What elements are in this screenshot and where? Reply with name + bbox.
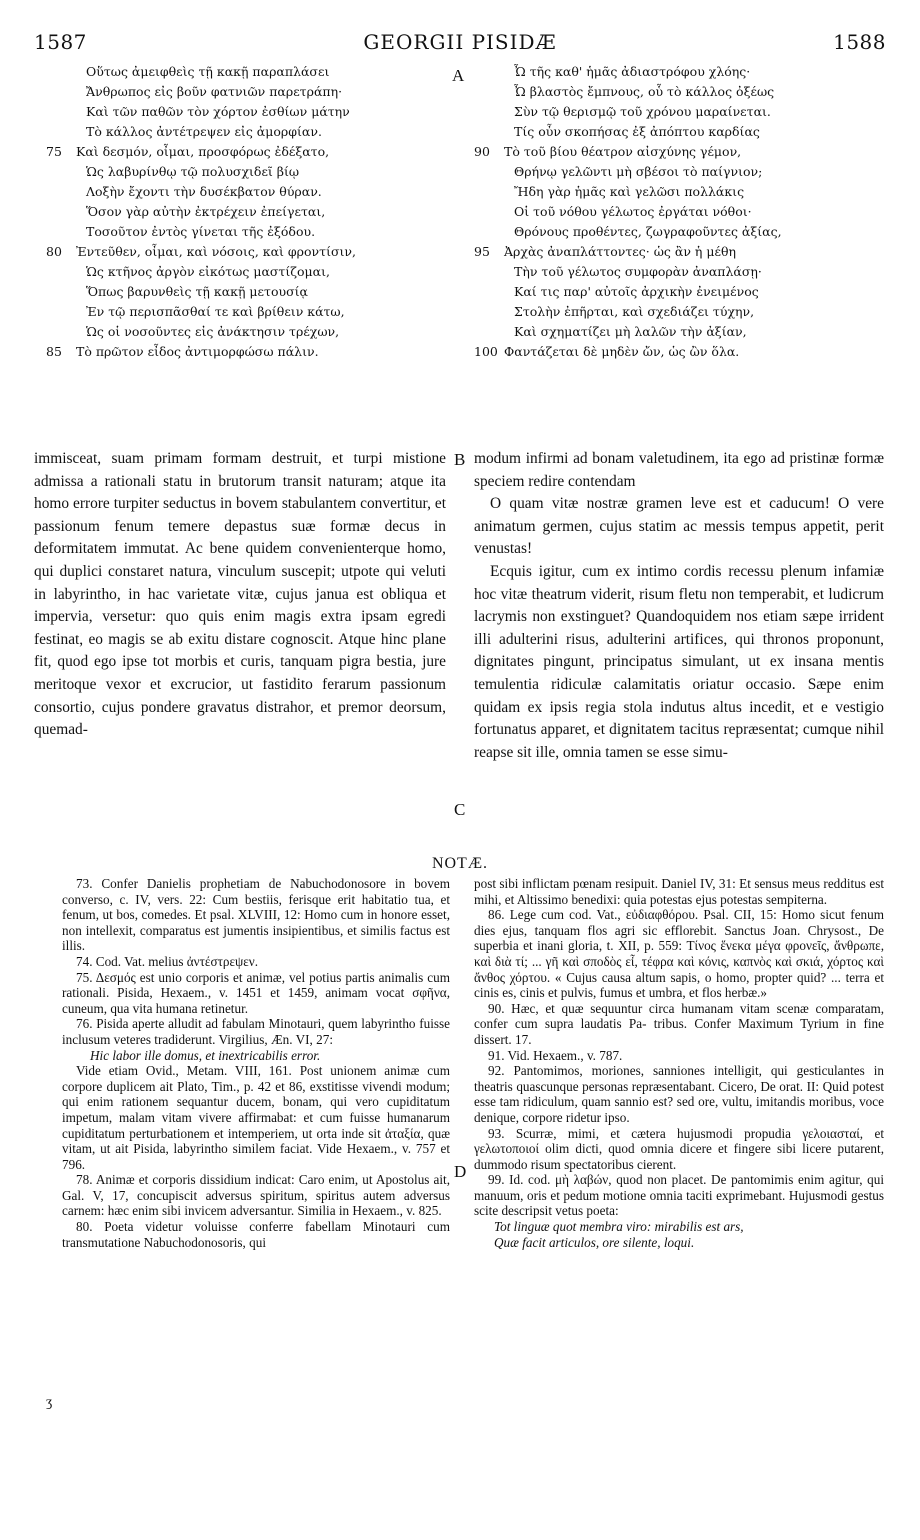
latin-paragraph: Ecquis igitur, cum ex intimo cordis recessu plenum infamiæ hoc vitæ theatrum viderit, risum fletu non temperabit, et ludicrum lacrymis non exstinguet? Quandoquidem nos etiam sæpe irrident illi adulterini risus, adulterini artifices, qui thronos proponunt, dignitates pingunt, principatus simulant, ut ex insana mentis temulentia ridiculæ calamitatis oriatur occasio. Sæpe enim quidam ex ipsis regia stola indutus altus incedit, et e vestigio fortunatus apparet, et dignitatem tacitus repræsentat; cumque nihil reapse sit ille, omnia tamen se esse simu- — [474, 562, 884, 761]
verse-text: Ἤδη γὰρ ἡμᾶς καὶ γελῶσι πολλάκις — [514, 184, 745, 199]
verse-line — [474, 102, 894, 122]
verse-text: Ὡς οἱ νοσοῦντες εἰς ἀνάκτησιν τρέχων, — [86, 324, 340, 339]
verse-text: Τοσοῦτον ἐντὸς γίνεται τῆς ἐξόδου. — [86, 224, 316, 239]
notes-column-right — [474, 876, 884, 1250]
verse-text: Στολὴν ἐπῆρται, καὶ σχεδιάζει τύχην, — [514, 304, 755, 319]
verse-text: Ὅσον γὰρ αὐτὴν ἐκτρέχειν ἐπείγεται, — [86, 204, 326, 219]
note-entry: Quæ facit articulos, ore silente, loqui. — [494, 1234, 695, 1250]
verse-line — [474, 202, 894, 222]
margin-mark: ʒ — [46, 1395, 53, 1410]
verse-line — [474, 142, 894, 162]
verse-line — [46, 82, 446, 102]
section-marker-b: B — [454, 450, 466, 469]
verse-text: Οἱ τοῦ νόθου γέλωτος ἐργάται νόθοι· — [514, 204, 752, 219]
verse-number: 90 — [474, 144, 490, 159]
note-entry: 92. Pantomimos, moriones, sanniones intelligit, qui gesticulantes in theatris quascunque personas repræsentabant. Cicero, De orat. II: Quid potest esse tam ridiculum, quam sannio est? sed ore, vultu, imitandis moribus, voce denique, corpore ridetur ipso. — [474, 1063, 884, 1125]
verse-line — [474, 262, 894, 282]
verse-line — [474, 222, 894, 242]
note-entry: Hic labor ille domus, et inextricabilis error. — [90, 1047, 321, 1063]
verse-line — [474, 62, 894, 82]
section-marker-c: C — [454, 800, 466, 819]
verse-line — [46, 222, 446, 242]
verse-number: 80 — [46, 244, 62, 259]
verse-text: Ὅπως βαρυνθεὶς τῇ κακῇ μετουσίᾳ — [86, 284, 308, 299]
latin-paragraph: O quam vitæ nostræ gramen leve est et caducum! O vere animatum germen, cujus statim ac messis tempus appetit, perit venustas! — [474, 495, 884, 558]
verse-line — [474, 282, 894, 302]
note-entry: 74. Cod. Vat. melius ἀντέστρεψεν. — [76, 953, 259, 969]
latin-translation-right — [474, 448, 884, 764]
latin-translation-left — [34, 448, 446, 742]
verse-text: Σὺν τῷ θερισμῷ τοῦ χρόνου μαραίνεται. — [514, 104, 771, 119]
verse-line — [46, 102, 446, 122]
note-entry: 86. Lege cum cod. Vat., εὐδιαφθόρου. Psal. CII, 15: Homo sicut fenum dies ejus, tanquam flos agri sic efflorebit. Sanctus Joan. Chrysost., De superbia et inani gloria, t. XII, p. 559: Τίνος ἕνεκα μέγα φρονεῖς, ἄνθρωπε, καὶ διὰ τί; ... γῆ καὶ σποδὸς εἶ, τέφρα καὶ κόνις, καπνὸς καὶ σκιά, χόρτος καὶ ἄνθος χόρτου. « Cujus causa altum sapis, o homo, propter quid? ... terra et cinis es, cinis et pulvis, fumus et umbra, et flos herbæ.» — [474, 907, 884, 1001]
notes-heading: NOTÆ. — [431, 855, 489, 872]
greek-verses-left — [46, 62, 446, 362]
verse-text: Οὕτως ἀμειφθεὶς τῇ κακῇ παραπλάσει — [86, 64, 330, 79]
note-entry: post sibi inflictam pœnam resipuit. Daniel IV, 31: Et sensus meus redditus est mihi, et Altissimo benedixi: quia potestas ejus potestas sempiterna. — [474, 876, 884, 907]
verse-text: Καί τις παρ' αὐτοῖς ἀρχικὴν ἐνειμένος — [514, 284, 759, 299]
verse-text: Ἄνθρωπος εἰς βοῦν φατνιῶν παρετράπη· — [86, 84, 343, 99]
verse-number: 100 — [474, 344, 498, 359]
verse-text: Τὸ τοῦ βίου θέατρον αἰσχύνης γέμον, — [504, 144, 742, 159]
note-entry: 80. Poeta videtur voluisse conferre fabellam Minotauri cum transmutatione Nabuchodonosoris, qui — [62, 1219, 450, 1250]
notes-column-left — [62, 876, 450, 1250]
note-entry: 73. Confer Danielis prophetiam de Nabuchodonosore in bovem converso, c. IV, vers. 22: Cum bestiis, ferisque erit habitatio tua, et fenum, ut bos, comedes. Et psal. XLVIII, 12: Homo cum in honore esset, non intellexit, comparatus est jumentis insipientibus, et similis factus est illis. — [62, 876, 450, 954]
verse-text: Ἐντεῦθεν, οἶμαι, καὶ νόσοις, καὶ φροντίσιν, — [76, 244, 356, 259]
verse-number: 85 — [46, 344, 62, 359]
verse-line — [46, 62, 446, 82]
verse-text: Ὦ τῆς καθ' ἡμᾶς ἀδιαστρόφου χλόης· — [514, 64, 751, 79]
verse-line — [474, 122, 894, 142]
verse-line — [46, 202, 446, 222]
verse-text: Τὴν τοῦ γέλωτος συμφορὰν ἀναπλάσῃ· — [514, 264, 762, 279]
verse-text: Ὦ βλαστὸς ἔμπνους, οὗ τὸ κάλλος ὀξέως — [514, 84, 775, 99]
note-entry: 75. Δεσμός est unio corporis et animæ, vel potius partis animalis cum rationali. Pisida, Hexaem., v. 1451 et 1459, animam vocat σφῆνα, cuneum, qua vita humana retinetur. — [62, 969, 450, 1016]
verse-text: Φαντάζεται δὲ μηδὲν ὤν, ὡς ὢν ὅλα. — [504, 344, 740, 359]
greek-verses-right — [474, 62, 894, 362]
note-entry: 93. Scurræ, mimi, et cætera hujusmodi propudia γελοιασταί, et γελωτοποιοί olim dicti, quod omnia dicere et fingere sibi licere putarent, dummodo risum spectatoribus cierent. — [474, 1125, 884, 1172]
verse-text: Τίς οὖν σκοπήσας ἐξ ἀπόπτου καρδίας — [514, 124, 760, 139]
verse-text: Ἐν τῷ περισπᾶσθαί τε καὶ βρίθειν κάτω, — [86, 304, 345, 319]
verse-number: 95 — [474, 244, 490, 259]
page-number-right: 1588 — [833, 30, 886, 54]
verse-text: Λοξὴν ἔχοντι τὴν δυσέκβατον θύραν. — [86, 184, 322, 199]
verse-line — [474, 82, 894, 102]
note-entry: Tot linguæ quot membra viro: mirabilis est ars, — [494, 1219, 744, 1235]
verse-line — [46, 182, 446, 202]
note-entry: Vide etiam Ovid., Metam. VIII, 161. Post unionem animæ cum corpore duplicem ait Plato, Tim., p. 42 et 86, exstitisse vivendi modum; qui enim rationem sequantur ducem, bonam, qui vero cupiditatum impetum, malam vitam vivere affirmabat: et cum fuisse humanarum cupiditatum perturbationem et intemperiem, ut orta inde sit ἀταξία, quæ vitam, ut ait Pisida, labyrintho similem faciat. Vide Hexaem., v. 757 et 796. — [62, 1063, 450, 1172]
verse-number: 75 — [46, 144, 62, 159]
verse-line — [46, 342, 446, 362]
verse-line — [46, 322, 446, 342]
section-marker-a: A — [452, 66, 465, 85]
verse-text: Τὸ κάλλος ἀντέτρεψεν εἰς ἀμορφίαν. — [86, 124, 322, 139]
verse-text: Θρόνους προθέντες, ζωγραφοῦντες ἀξίας, — [514, 224, 782, 239]
verse-text: Ἀρχὰς ἀναπλάττοντες· ὡς ἂν ἡ μέθη — [504, 244, 736, 259]
note-entry: 91. Vid. Hexaem., v. 787. — [488, 1047, 623, 1063]
verse-line — [46, 242, 446, 262]
page-header — [34, 30, 886, 56]
verse-text: Καὶ τῶν παθῶν τὸν χόρτον ἐσθίων μάτην — [86, 104, 350, 119]
verse-line — [474, 322, 894, 342]
verse-line — [46, 262, 446, 282]
verse-line — [474, 242, 894, 262]
latin-paragraph: modum infirmi ad bonam valetudinem, ita ego ad pristinæ formæ speciem redire contendam — [474, 450, 884, 490]
latin-paragraph: immisceat, suam primam formam destruit, et turpi mistione admissa a rationali statu in brutorum transit naturam; atque ita homo errore turpiter seductus in bovem stabulantem convertitur, et passionum fenum temere depastus suæ formæ decus in deformitatem immutat. Ac bene quidem convenienterque homo, qui duplici constaret natura, vinculum suscepit; utpote qui veluti in labyrintho, in hac varietate vitæ, cujus janua est obliqua et impervia, versetur: quo quis enim magis extra ipsam egredi festinat, eo magis se ab exitu distare cognoscit. Atque hinc plane fit, quod ego ipse tot morbis et curis, tanquam pigra bestia, jure meritoque vexor et excrucior, ut fastidito ferarum passionum consortio, cujus pondere gravatus distrahor, et premor deorsum, quemad- — [34, 450, 446, 739]
verse-line — [474, 302, 894, 322]
page-number-left: 1587 — [34, 30, 87, 54]
note-entry: 78. Animæ et corporis dissidium indicat: Caro enim, ut Apostolus ait, Gal. V, 17, concupiscit adversus spiritum, spiritus autem adversus carnem: hæc enim sibi invicem adversantur. Similia in Hexaem., v. 825. — [62, 1172, 450, 1219]
verse-line — [474, 342, 894, 362]
verse-text: Ὡς λαβυρίνθῳ τῷ πολυσχιδεῖ βίῳ — [86, 164, 300, 179]
verse-text: Ὡς κτῆνος ἀργὸν εἰκότως μαστίζομαι, — [86, 264, 330, 279]
verse-text: Θρήνῳ γελῶντι μὴ σβέσοι τὸ παίγνιον; — [514, 164, 763, 179]
note-entry: 90. Hæc, et quæ sequuntur circa humanam vitam scenæ comparatam, confer cum supra laudatis Pa- tribus. Confer Maximum Tyrium in fine dissert. 17. — [474, 1000, 884, 1047]
verse-text: Τὸ πρῶτον εἶδος ἀντιμορφώσω πάλιν. — [76, 344, 319, 359]
verse-line — [46, 122, 446, 142]
running-title: GEORGII PISIDÆ — [363, 30, 557, 54]
verse-line — [46, 162, 446, 182]
verse-line — [474, 182, 894, 202]
section-marker-d: D — [454, 1162, 467, 1181]
verse-line — [46, 302, 446, 322]
note-entry: 76. Pisida aperte alludit ad fabulam Minotauri, quem labyrintho fuisse inclusum veteres tradiderunt. Virgilius, Æn. VI, 27: — [62, 1016, 450, 1047]
note-entry: 99. Id. cod. μὴ λαβών, quod non placet. De pantomimis enim agitur, qui manuum, oris et pedum motione omnia taciti exprimebant. Hujusmodi gestus scite descripsit vetus poeta: — [474, 1172, 884, 1219]
verse-text: Καὶ δεσμόν, οἶμαι, προσφόρως ἐδέξατο, — [76, 144, 330, 159]
verse-line — [46, 282, 446, 302]
verse-text: Καὶ σχηματίζει μὴ λαλῶν τὴν ἀξίαν, — [514, 324, 747, 339]
verse-line — [474, 162, 894, 182]
verse-line — [46, 142, 446, 162]
